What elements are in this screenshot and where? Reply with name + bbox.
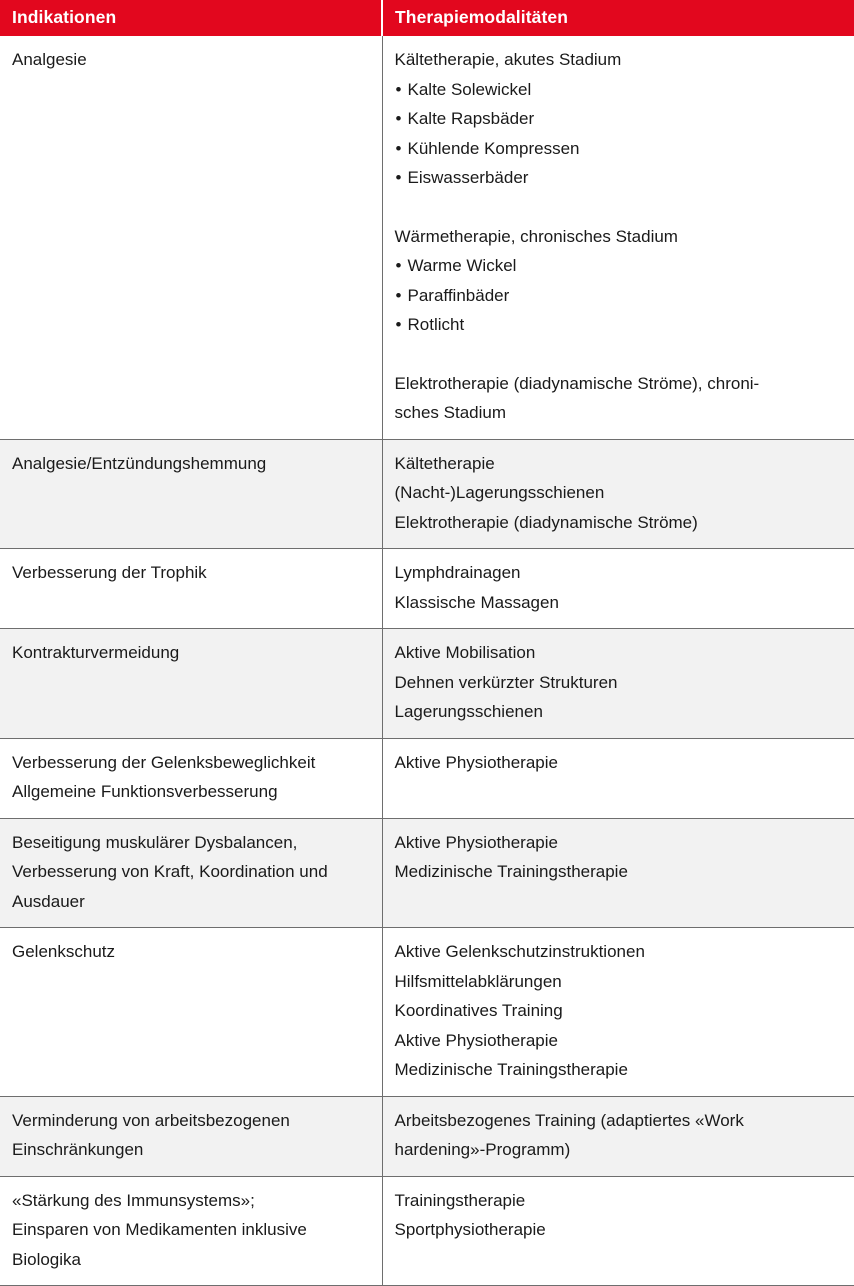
- table-row: [0, 1096, 854, 1176]
- cell-indication: [0, 738, 382, 818]
- cell-indication: [0, 1096, 382, 1176]
- modality-bullet-item: • Kalte Solewickel: [395, 75, 843, 105]
- column-header-modalities: Therapiemodalitäten: [382, 0, 854, 36]
- modality-line: Kältetherapie, akutes Stadium: [394, 50, 622, 69]
- table-body: [0, 36, 854, 1286]
- table-row: [0, 818, 854, 928]
- modality-line: hardening»-Programm): [394, 1140, 571, 1159]
- cell-modalities: [382, 1096, 854, 1176]
- modality-line: Medizinische Trainingstherapie: [394, 1060, 628, 1079]
- modality-line: Aktive Mobilisation: [394, 643, 536, 662]
- modality-line: Aktive Gelenkschutzinstruktionen: [394, 942, 645, 961]
- table-row: [0, 1176, 854, 1286]
- modality-line: Medizinische Trainingstherapie: [394, 862, 628, 881]
- modality-line: Kältetherapie: [394, 453, 495, 473]
- modality-line: Wärmetherapie, chronisches Stadium: [394, 226, 678, 246]
- indication-line: Kontrakturvermeidung: [12, 643, 180, 662]
- cell-modalities: [382, 439, 854, 549]
- modality-line: (Nacht-)Lagerungsschienen: [394, 483, 605, 502]
- indication-line: Verbesserung von Kraft, Koordination und: [12, 862, 328, 881]
- indication-line: Ausdauer: [12, 891, 85, 911]
- modality-line: Koordinatives Training: [394, 1001, 563, 1020]
- indication-line: Analgesie/Entzündungshemmung: [12, 453, 267, 473]
- indication-line: Verminderung von arbeitsbezogenen: [12, 1110, 290, 1130]
- cell-modalities: [382, 629, 854, 739]
- modality-line: Trainingstherapie: [394, 1190, 526, 1210]
- modality-line: Sportphysiotherapie: [394, 1220, 546, 1239]
- modality-spacer: [395, 340, 843, 369]
- table-row: [0, 439, 854, 549]
- modality-line: sches Stadium: [394, 403, 506, 422]
- table-row: [0, 629, 854, 739]
- cell-indication: [0, 629, 382, 739]
- indication-line: Analgesie: [12, 50, 87, 69]
- cell-indication: [0, 1176, 382, 1286]
- modality-line: Klassische Massagen: [394, 592, 559, 612]
- cell-modalities: [382, 36, 854, 439]
- modality-bullet-item: • Warme Wickel: [395, 251, 843, 281]
- indication-line: Einschränkungen: [12, 1140, 144, 1159]
- modality-line: Elektrotherapie (diadynamische Ströme): [394, 512, 698, 532]
- table-row: [0, 549, 854, 629]
- cell-modalities: [382, 1176, 854, 1286]
- table-row: [0, 36, 854, 439]
- indication-line: Biologika: [12, 1249, 81, 1269]
- modality-bullet-item: • Rotlicht: [395, 310, 843, 340]
- modality-line: Lagerungsschienen: [394, 702, 543, 721]
- modality-line: Dehnen verkürzter Strukturen: [394, 672, 618, 692]
- indication-line: Verbesserung der Gelenksbeweglichkeit: [12, 752, 316, 772]
- modality-line: Aktive Physiotherapie: [394, 832, 558, 852]
- cell-modalities: [382, 928, 854, 1097]
- table-header-row: [0, 0, 854, 36]
- modality-line: Lymphdrainagen: [394, 563, 521, 582]
- indication-line: Verbesserung der Trophik: [12, 563, 207, 582]
- indication-line: «Stärkung des Immunsystems»;: [12, 1190, 255, 1210]
- cell-indication: [0, 439, 382, 549]
- table-header: [0, 0, 854, 36]
- indication-line: Allgemeine Funktionsverbesserung: [12, 782, 278, 801]
- cell-indication: [0, 818, 382, 928]
- modality-bullet-item: • Paraffinbäder: [395, 281, 843, 311]
- indication-line: Einsparen von Medikamenten inklusive: [12, 1220, 307, 1239]
- modality-line: Arbeitsbezogenes Training (adaptiertes «Work: [394, 1110, 744, 1130]
- cell-modalities: [382, 818, 854, 928]
- cell-indication: [0, 549, 382, 629]
- indication-line: Beseitigung muskulärer Dysbalancen,: [12, 832, 298, 852]
- modality-bullet-item: • Eiswasserbäder: [395, 163, 843, 193]
- cell-modalities: [382, 549, 854, 629]
- table-row: [0, 738, 854, 818]
- modality-spacer: [395, 193, 843, 222]
- column-header-indications: Indikationen: [0, 0, 382, 36]
- modality-bullet-item: • Kühlende Kompressen: [395, 134, 843, 164]
- table-row: [0, 928, 854, 1097]
- cell-modalities: [382, 738, 854, 818]
- modality-line: Elektrotherapie (diadynamische Ströme), chroni-: [394, 373, 760, 393]
- modality-bullet-item: • Kalte Rapsbäder: [395, 104, 843, 134]
- indication-line: Gelenkschutz: [12, 942, 115, 961]
- modality-line: Aktive Physiotherapie: [394, 752, 558, 772]
- modality-line: Aktive Physiotherapie: [394, 1030, 558, 1050]
- cell-indication: [0, 36, 382, 439]
- modality-line: Hilfsmittelabklärungen: [394, 971, 562, 991]
- cell-indication: [0, 928, 382, 1097]
